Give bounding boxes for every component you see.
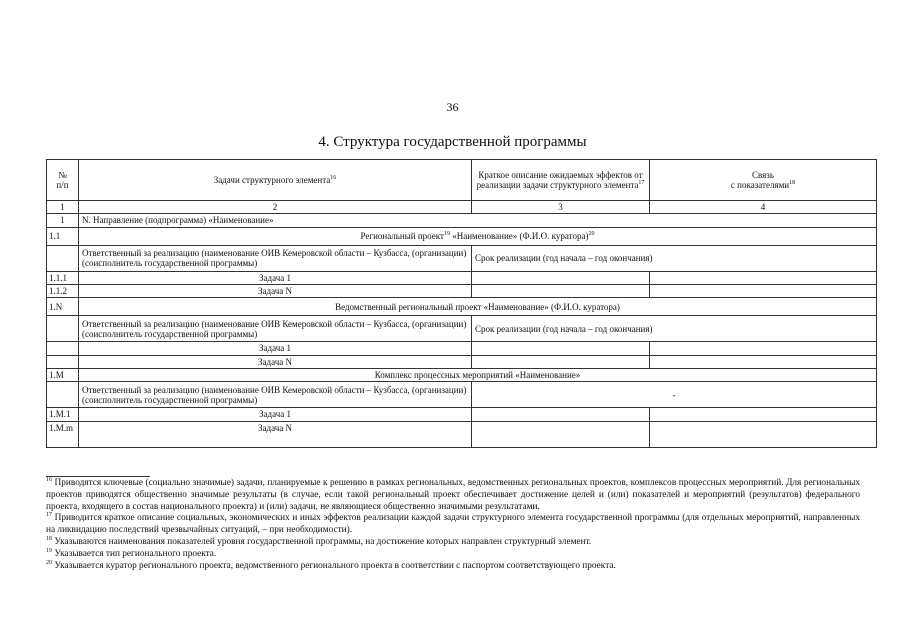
responsible-cell: Ответственный за реализацию (наименование ОИВ Кемеровской области – Кузбасса, (организации) (соисполнитель государственной программы) — [79, 245, 472, 271]
term-cell: Срок реализации (год начала – год окончания) — [472, 316, 877, 342]
table-row — [47, 245, 877, 271]
task-cell: Задача 1 — [79, 342, 472, 355]
table-row — [47, 316, 877, 342]
table-row — [47, 227, 877, 245]
table-row — [47, 408, 877, 421]
footnote-separator — [46, 476, 150, 477]
row-number: 1.M.m — [47, 421, 79, 447]
column-number-2: 2 — [79, 201, 472, 214]
task-cell: Задача N — [79, 285, 472, 298]
footnote-17: $^{17}$ Приводится краткое описание социальных, экономических и иных эффектов реализации каждой задачи структурного элемента государственной программы (для отдельных мероприятий, направленных на ликвидацию последствий чрезвычайных ситуаций, – при необходимости). — [46, 512, 860, 536]
indicators-cell — [650, 421, 877, 447]
row-number — [47, 382, 79, 408]
effects-cell — [472, 355, 650, 368]
responsible-cell: Ответственный за реализацию (наименование ОИВ Кемеровской области – Кузбасса, (организации) (соисполнитель государственной программы) — [79, 316, 472, 342]
column-number-3: 3 — [472, 201, 650, 214]
column-number-4: 4 — [650, 201, 877, 214]
effects-cell — [472, 285, 650, 298]
column-number-1: 1 — [47, 201, 79, 214]
indicators-cell — [650, 271, 877, 284]
footnote-16: $^{16}$ Приводятся ключевые (социально значимые) задачи, планируемые к решению в рамках региональных, ведомственных региональных проектов, комплексов процессных мероприятий. Для региональных проектов приводятся общественно значимые результаты (в случае, если такой региональный проект обеспечивает достижение целей и (или) показателей и мероприятий (результатов) федерального проекта, входящего в состав национального проекта) и (или) задачи, не являющиеся общественно значимыми результатами. — [46, 476, 860, 512]
header-effects: Краткое описание ожидаемых эффектов от реализации задачи структурного элемента$^{17}$ — [472, 160, 650, 201]
row-number: 1.1 — [47, 227, 79, 245]
row-number: 1.1.1 — [47, 271, 79, 284]
task-cell: Задача N — [79, 355, 472, 368]
row-number — [47, 316, 79, 342]
row-number — [47, 355, 79, 368]
row-number: 1.M.1 — [47, 408, 79, 421]
row-number: 1.N — [47, 298, 79, 316]
row-number — [47, 342, 79, 355]
responsible-cell: Ответственный за реализацию (наименование ОИВ Кемеровской области – Кузбасса, (организации) (соисполнитель государственной программы) — [79, 382, 472, 408]
table-row — [47, 298, 877, 316]
row-number: 1 — [47, 214, 79, 227]
task-cell: Задача 1 — [79, 408, 472, 421]
header-number: № п/п — [47, 160, 79, 201]
footnotes — [46, 478, 860, 572]
effects-cell — [472, 421, 650, 447]
indicators-cell — [650, 285, 877, 298]
effects-cell — [472, 408, 650, 421]
task-cell: Задача 1 — [79, 271, 472, 284]
departmental-project-title: Ведомственный региональный проект «Наименование» (Ф.И.О. куратора) — [79, 298, 877, 316]
page-number: 36 — [446, 100, 459, 114]
header-indicators: Связь с показателями$^{18}$ — [650, 160, 877, 201]
row-number — [47, 245, 79, 271]
table-row — [47, 421, 877, 447]
column-numbers-row — [47, 201, 877, 214]
term-cell: - — [472, 382, 877, 408]
structure-table — [46, 159, 877, 448]
table-row — [47, 285, 877, 298]
table-row — [47, 214, 877, 227]
term-cell: Срок реализации (год начала – год окончания) — [472, 245, 877, 271]
regional-project-title: Региональный проект$^{19}$ «Наименование» (Ф.И.О. куратора)$^{20}$ — [79, 227, 877, 245]
row-number: 1.1.2 — [47, 285, 79, 298]
table-row — [47, 355, 877, 368]
effects-cell — [472, 342, 650, 355]
indicators-cell — [650, 342, 877, 355]
footnote-20: $^{20}$ Указывается куратор регионального проекта, ведомственного регионального проекта в соответствии с паспортом соответствующего проекта. — [46, 559, 616, 571]
table-row — [47, 382, 877, 408]
direction-title: N. Направление (подпрограмма) «Наименование» — [79, 214, 877, 227]
section-title: 4. Структура государственной программы — [318, 134, 587, 150]
row-number: 1.M — [47, 369, 79, 382]
process-complex-title: Комплекс процессных мероприятий «Наименование» — [79, 369, 877, 382]
indicators-cell — [650, 408, 877, 421]
task-cell: Задача N — [79, 421, 472, 447]
table-row — [47, 369, 877, 382]
header-tasks: Задачи структурного элемента$^{16}$ — [79, 160, 472, 201]
indicators-cell — [650, 355, 877, 368]
footnote-18: $^{18}$ Указываются наименования показателей уровня государственной программы, на достижение которых направлен структурный элемент. — [46, 535, 592, 547]
effects-cell — [472, 271, 650, 284]
table-row — [47, 271, 877, 284]
footnote-19: $^{19}$ Указывается тип регионального проекта. — [46, 547, 217, 559]
table-row — [47, 342, 877, 355]
table-header-row — [47, 160, 877, 201]
